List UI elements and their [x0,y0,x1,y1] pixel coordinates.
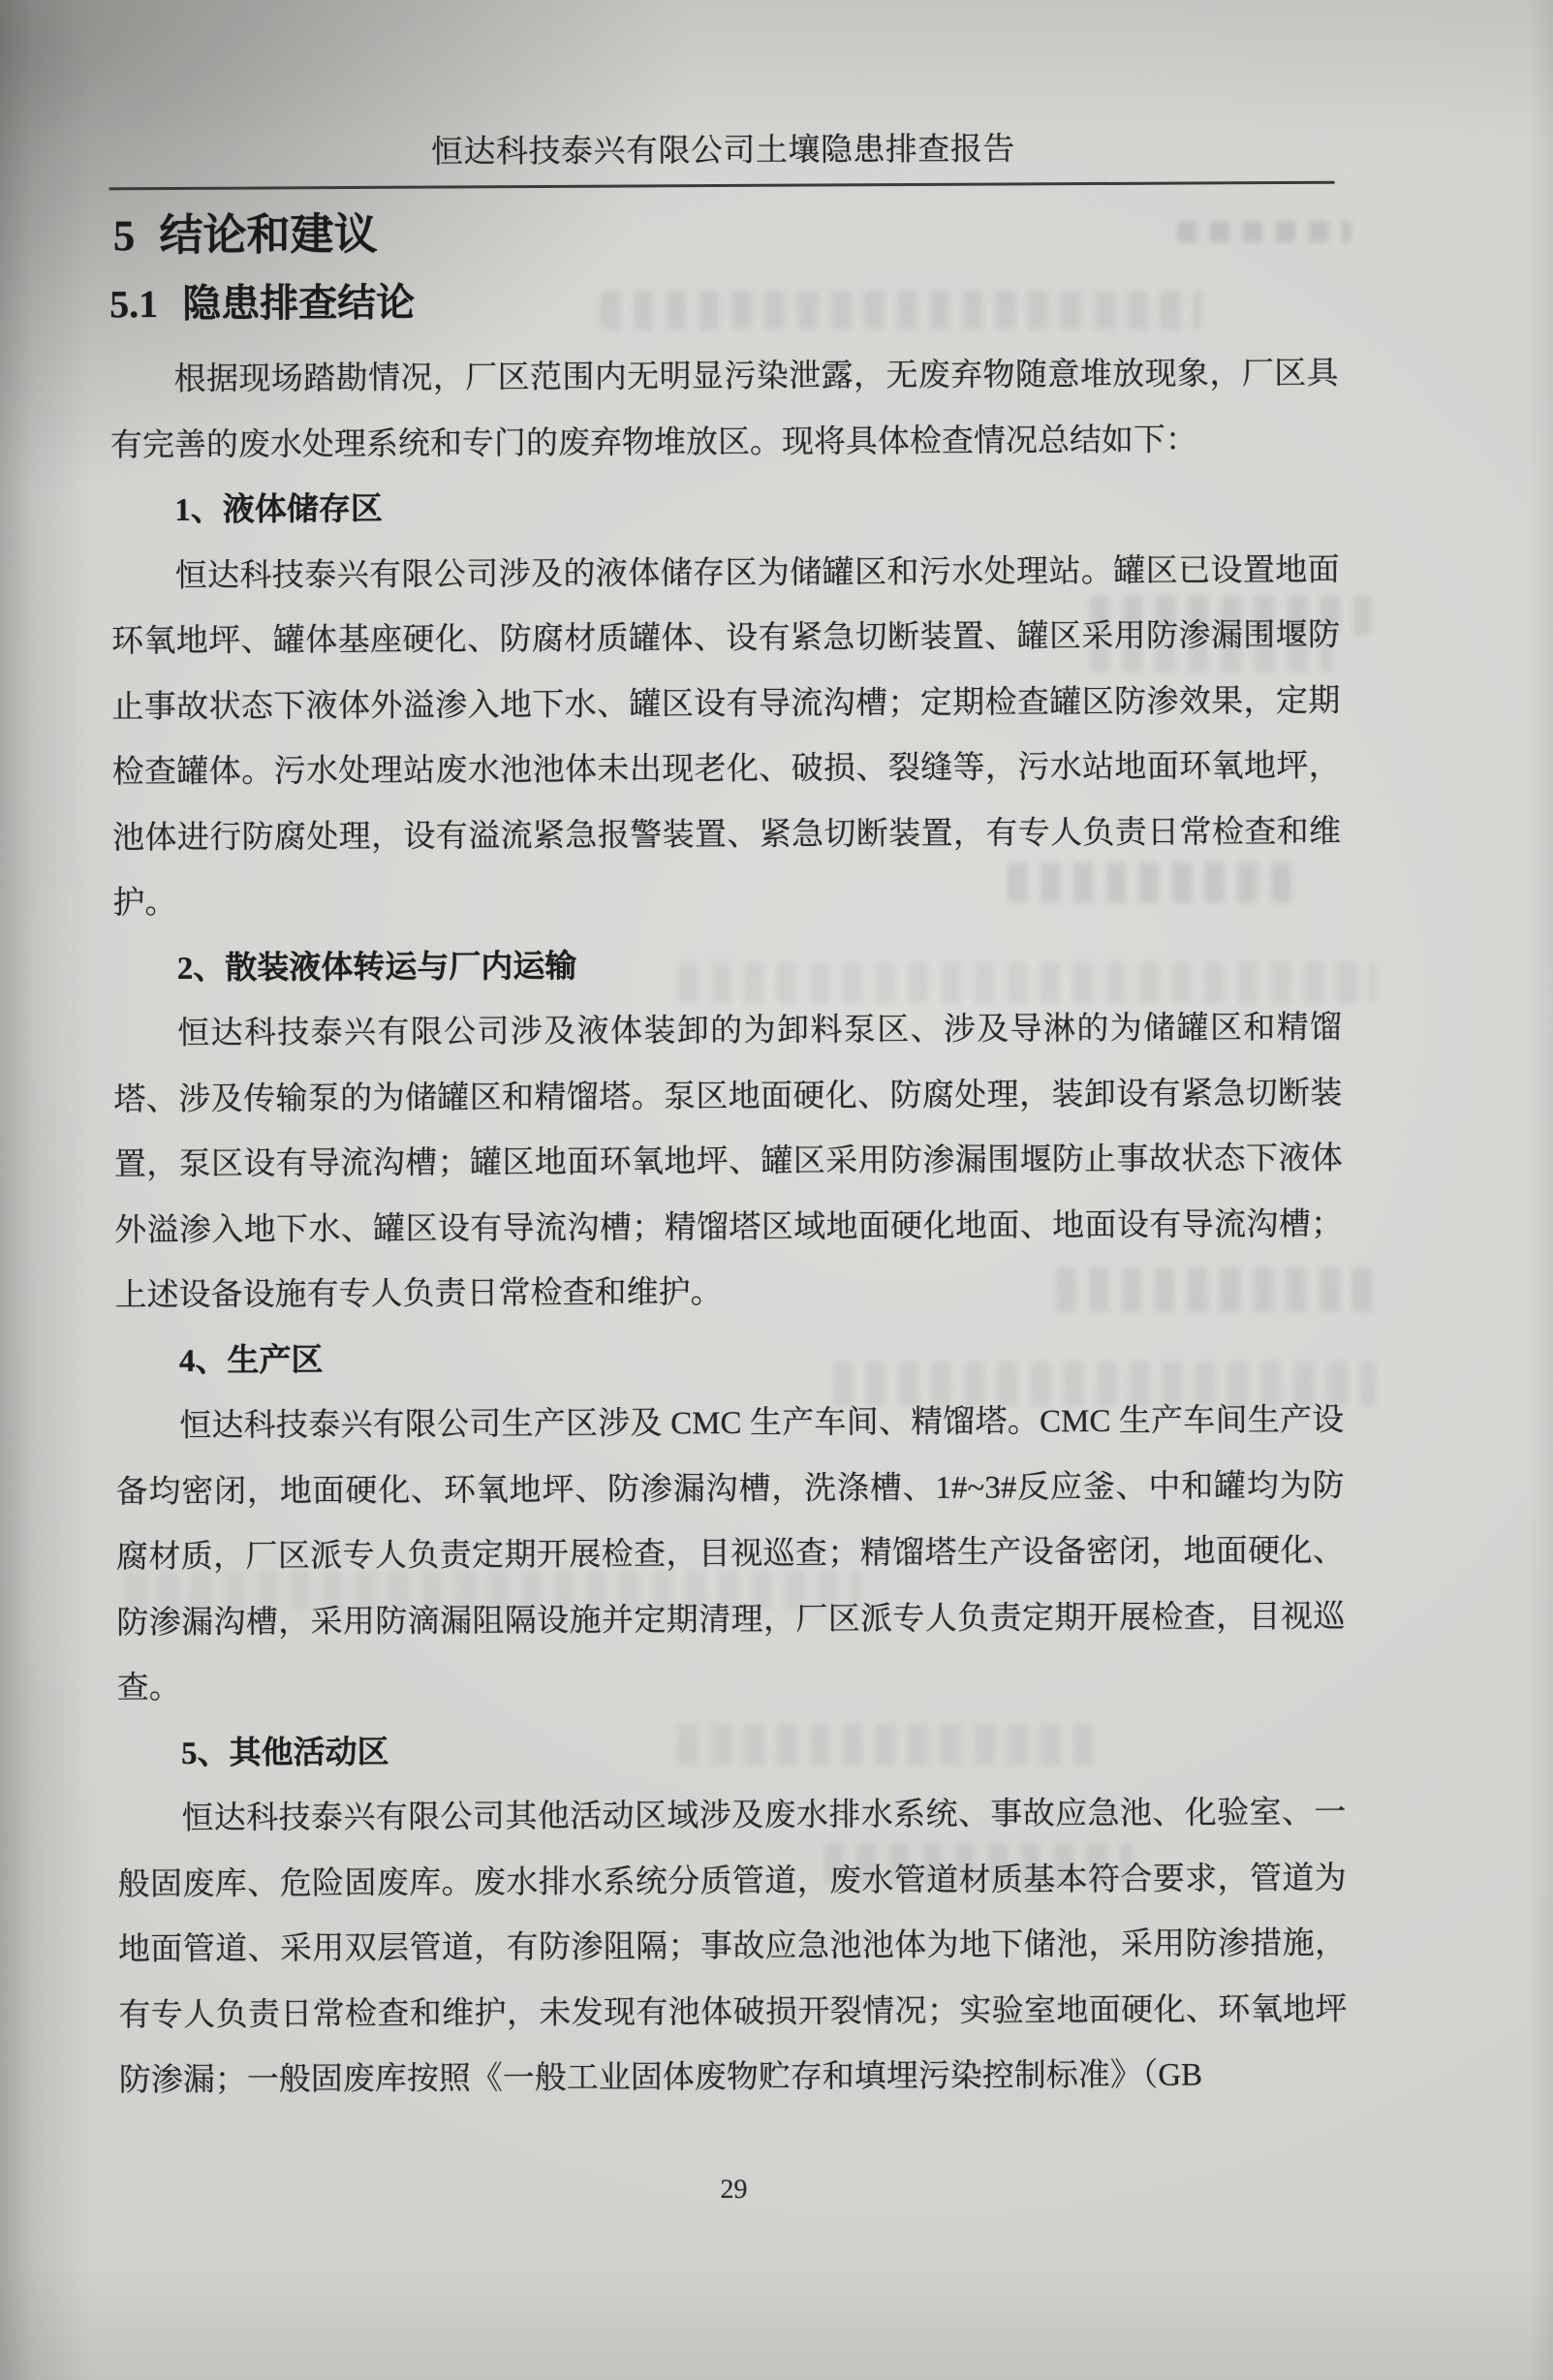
intro-paragraph: 根据现场踏勘情况，厂区范围内无明显污染泄露，无废弃物随意堆放现象，厂区具有完善的废水处理系统和专门的废弃物堆放区。现将具体检查情况总结如下： [109,356,1339,463]
header-rule [109,181,1335,191]
report-header-title: 恒达科技泰兴有限公司土壤隐患排查报告 [430,132,1015,171]
item-paragraph-liquid-storage: 恒达科技泰兴有限公司涉及的液体储存区为储罐区和污水处理站。罐区已设置地面环氧地坪、罐体基座硬化、防腐材质罐体、设有紧急切断装置、罐区采用防渗漏围堰防止事故状态下液体外溢渗入地下水、罐区设有导流沟槽；定期检查罐区防渗效果，定期检查罐体。污水处理站废水池池体未出现老化、破损、裂缝等，污水站地面环氧地坪，池体进行防腐处理，设有溢流紧急报警装置、紧急切断装置，有专人负责日常检查和维护。 [110,552,1342,922]
item-paragraph-other-activity-area: 恒达科技泰兴有限公司其他活动区域涉及废水排水系统、事故应急池、化验室、一般固废库、危险固废库。废水排水系统分质管道，废水管道材质基本符合要求，管道为地面管道、采用双层管道，有防渗阻隔；事故应急池池体为地下储池，采用防渗措施，有专人负责日常检查和维护，未发现有池体破损开裂情况；实验室地面硬化、环氧地坪防渗漏；一般固废库按照《一般工业固体废物贮存和填埋污染控制标准》（GB [117,1795,1348,2099]
item-heading-liquid-storage: 1、液体储存区 [174,491,383,528]
section-heading: 5 结论和建议 [112,209,378,261]
item-heading-other-activity-area: 5、其他活动区 [180,1735,389,1771]
body-text [109,342,1348,2114]
item-paragraph-production-area: 恒达科技泰兴有限公司生产区涉及 CMC 生产车间、精馏塔。CMC 生产车间生产设备均密闭，地面硬化、环氧地坪、防渗漏沟槽，洗涤槽、1#~3#反应釜、中和罐均为防腐材质，厂区派专人负责定期开展检查，目视巡查；精馏塔生产设备密闭，地面硬化、防渗漏沟槽，采用防滴漏阻隔设施并定期清理，厂区派专人负责定期开展检查，目视巡查。 [115,1402,1346,1707]
subsection-heading: 5.1 隐患排查结论 [109,280,416,327]
page-number: 29 [720,2174,748,2206]
item-heading-production-area: 4、生产区 [178,1342,324,1379]
page-content [109,0,1350,2380]
item-heading-bulk-liquid-transfer: 2、散装液体转运与厂内运输 [176,949,577,986]
item-paragraph-bulk-liquid-transfer: 恒达科技泰兴有限公司涉及液体装卸的为卸料泵区、涉及导淋的为储罐区和精馏塔、涉及传输泵的为储罐区和精馏塔。泵区地面硬化、防腐处理，装卸设有紧急切断装置，泵区设有导流沟槽；罐区地面环氧地坪、罐区采用防渗漏围堰防止事故状态下液体外溢渗入地下水、罐区设有导流沟槽；精馏塔区域地面硬化地面、地面设有导流沟槽；上述设备设施有专人负责日常检查和维护。 [113,1010,1344,1314]
